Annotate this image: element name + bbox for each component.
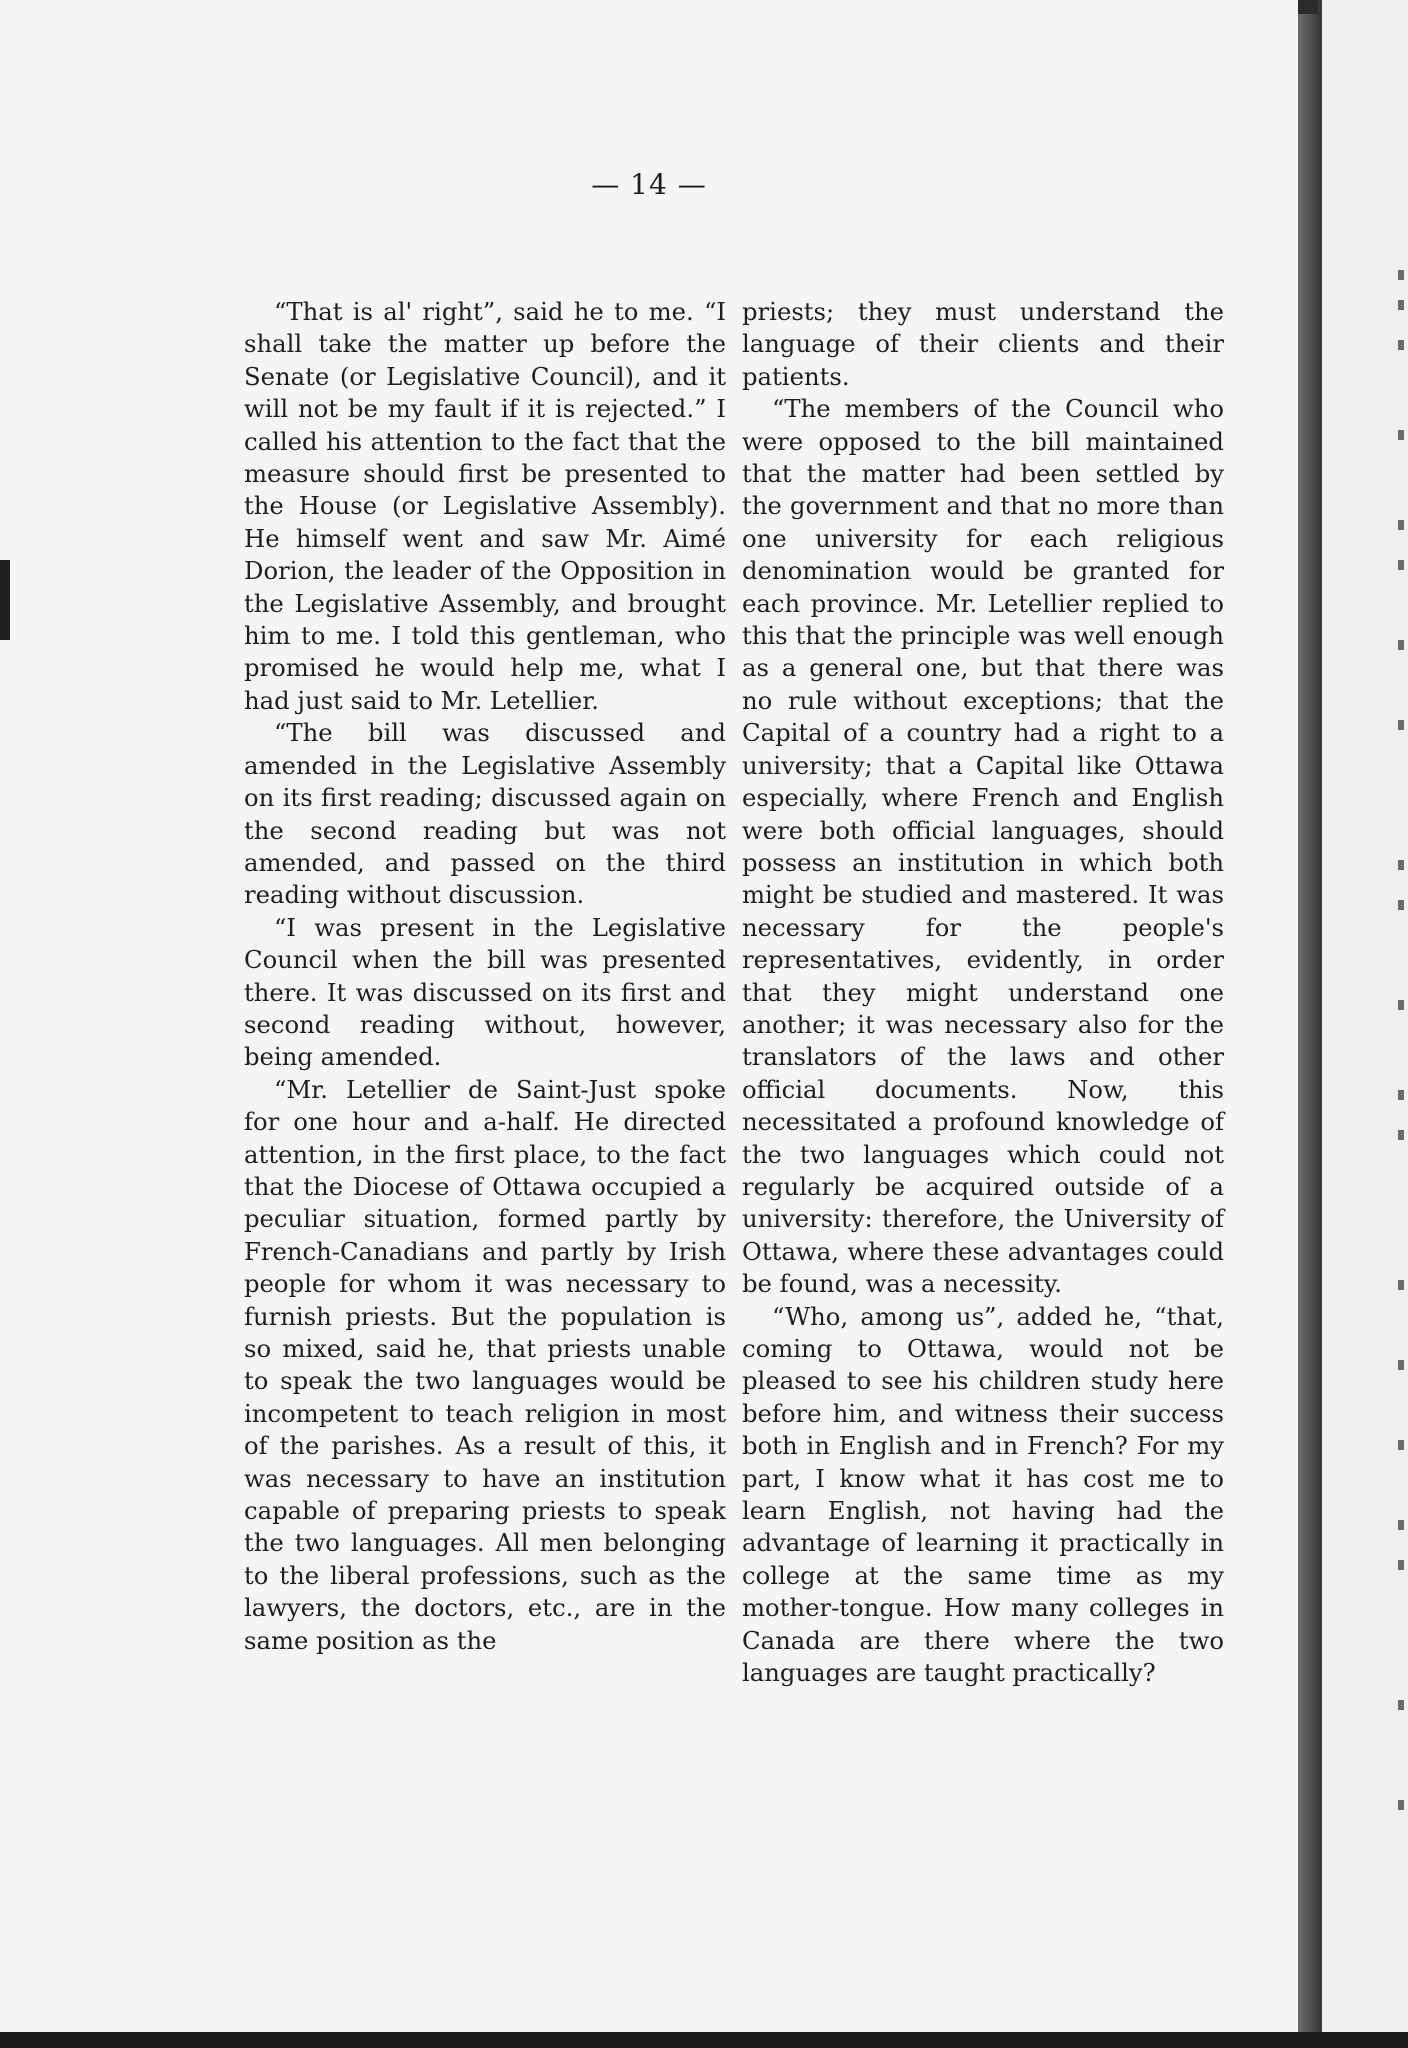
page-number: — 14 —	[591, 168, 707, 201]
paragraph-continuation: priests; they must understand the language of their clients and their patients.	[742, 297, 1224, 391]
paragraph: “Mr. Letellier de Saint-Just spoke for one hour and a-half. He directed attention, in the first place, to the fact that the Diocese of Ottawa occupied a peculiar situation, formed partly by French-Canadians and partly by Irish people for whom it was necessary to furnish priests. But the population is so mixed, said he, that priests unable to speak the two languages would be incompetent to teach religion in most of the parishes. As a result of this, it was necessary to have an institution capable of preparing priests to speak the two languages. All men belonging to the liberal professions, such as the lawyers, the doctors, etc., are in the same position as the	[244, 1074, 726, 1655]
paragraph: “That is al' right”, said he to me. “I shall take the matter up before the Senate (or Legislative Council), and it will not be my fault if it is rejected.” I called his attention to the fact that the measure should first be presented to the House (or Legislative Assembly). He himself went and saw Mr. Aimé Dorion, the leader of the Opposition in the Legislative Assembly, and brought him to me. I told this gentleman, who promised he would help me, what I had just said to Mr. Letellier.	[244, 297, 726, 715]
adjacent-page-text-fragments	[1396, 0, 1408, 2048]
paragraph: “The bill was discussed and amended in the Legislative Assembly on its first reading; discussed again on the second reading but was not amended, and passed on the third reading without discussion.	[244, 718, 726, 910]
page-gutter	[1318, 0, 1322, 2048]
paragraph: “I was present in the Legislative Council when the bill was presented there. It was discussed on its first and second reading without, however, being amended.	[244, 912, 726, 1072]
scan-bottom-border	[0, 2032, 1408, 2048]
binding-shadow	[0, 560, 10, 640]
adjacent-page-strip	[1318, 0, 1408, 2048]
left-text-column	[244, 296, 726, 1657]
paragraph: “Who, among us”, added he, “that, coming to Ottawa, would not be pleased to see his children study here before him, and witness their success both in English and in French? For my part, I know what it has cost me to learn English, not having had the advantage of learning it practically in college at the same time as my mother-tongue. How many colleges in Canada are there where the two languages are taught practically?	[742, 1301, 1224, 1688]
right-text-column	[742, 296, 1224, 1689]
paragraph: “The members of the Council who were opposed to the bill maintained that the matter had been settled by the government and that no more than one university for each religious denomination would be granted for each province. Mr. Letellier replied to this that the principle was well enough as a general one, but that there was no rule without exceptions; that the Capital of a country had a right to a university; that a Capital like Ottawa especially, where French and English were both official languages, should possess an institution in which both might be studied and mastered. It was necessary for the people's representatives, evidently, in order that they might understand one another; it was necessary also for the translators of the laws and other official documents. Now, this necessitated a profound knowledge of the two languages which could not regularly be acquired outside of a university: therefore, the University of Ottawa, where these advantages could be found, was a necessity.	[742, 394, 1224, 1299]
page-edge	[1298, 14, 1318, 2032]
